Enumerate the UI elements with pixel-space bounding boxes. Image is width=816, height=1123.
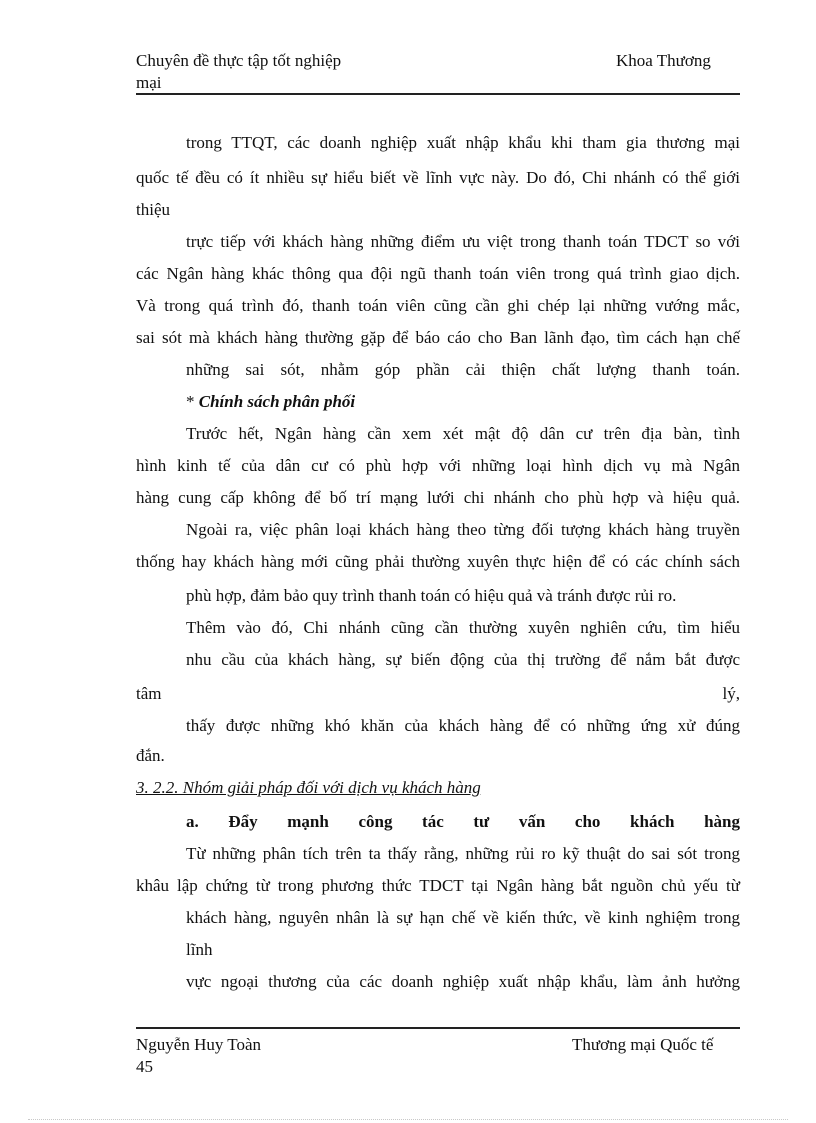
body-word-right: lý, — [722, 684, 740, 703]
body-line: Thêm vào đó, Chi nhánh cũng cần thường xuyên nghiên cứu, tìm hiểu — [186, 618, 740, 637]
policy-title: Chính sách phân phối — [198, 392, 356, 411]
footer-right: Thương mại Quốc tế — [572, 1035, 714, 1054]
body-line: phù hợp, đảm bảo quy trình thanh toán có hiệu quả và tránh được rủi ro. — [186, 586, 677, 605]
bullet-star: * — [186, 392, 195, 411]
body-line: khâu lập chứng từ trong phương thức TDCT tại Ngân hàng bắt nguồn chủ yếu từ — [136, 876, 740, 895]
body-line: hàng cung cấp không để bố trí mạng lưới chi nhánh cho phù hợp và hiệu quả. — [136, 488, 740, 507]
body-line: Và trong quá trình đó, thanh toán viên cũng cần ghi chép lại những vướng mắc, — [136, 296, 740, 315]
header-right: Khoa Thương — [616, 51, 711, 70]
body-line: khách hàng, nguyên nhân là sự hạn chế về kiến thức, về kinh nghiệm trong — [186, 908, 740, 927]
section-heading: 3. 2.2. Nhóm giải pháp đối với dịch vụ khách hàng — [136, 778, 481, 797]
body-line: quốc tế đều có ít nhiều sự hiểu biết về lĩnh vực này. Do đó, Chi nhánh có thể giới — [136, 168, 740, 187]
body-line: hình kinh tế của dân cư có phù hợp với những loại hình dịch vụ mà Ngân — [136, 456, 740, 475]
body-line: Ngoài ra, việc phân loại khách hàng theo từng đối tượng khách hàng truyền — [186, 520, 740, 539]
body-line-split — [136, 684, 740, 704]
body-line: trong TTQT, các doanh nghiệp xuất nhập khẩu khi tham gia thương mại — [186, 133, 740, 152]
body-line: lĩnh — [186, 940, 213, 959]
body-line: Trước hết, Ngân hàng cần xem xét mật độ dân cư trên địa bàn, tình — [186, 424, 740, 443]
body-line: vực ngoại thương của các doanh nghiệp xuất nhập khẩu, làm ảnh hưởng — [186, 972, 740, 991]
header-left-line1: Chuyên đề thực tập tốt nghiệp — [136, 51, 342, 70]
sub-heading: a. Đẩy mạnh công tác tư vấn cho khách hàng — [186, 812, 740, 831]
body-line: những sai sót, nhằm góp phần cải thiện chất lượng thanh toán. — [186, 360, 740, 379]
body-word-left: tâm — [136, 684, 162, 703]
page-number: 45 — [136, 1057, 153, 1076]
header-left-line2: mại — [136, 73, 162, 92]
body-line: Từ những phân tích trên ta thấy rằng, những rủi ro kỹ thuật do sai sót trong — [186, 844, 740, 863]
footer-rule — [136, 1027, 740, 1029]
body-line: thống hay khách hàng mới cũng phải thường xuyên thực hiện để có các chính sách — [136, 552, 740, 571]
body-line: các Ngân hàng khác thông qua đội ngũ thanh toán viên trong quá trình giao dịch. — [136, 264, 740, 283]
footer-author: Nguyễn Huy Toàn — [136, 1035, 262, 1054]
body-line: trực tiếp với khách hàng những điểm ưu việt trong thanh toán TDCT so với — [186, 232, 740, 251]
policy-heading — [186, 392, 740, 412]
body-line: đắn. — [136, 746, 165, 765]
body-line: sai sót mà khách hàng thường gặp để báo cáo cho Ban lãnh đạo, tìm cách hạn chế — [136, 328, 740, 347]
body-line: thiệu — [136, 200, 170, 219]
page-edge-dotted-line — [28, 1119, 788, 1120]
body-line: thấy được những khó khăn của khách hàng để có những ứng xử đúng — [186, 716, 740, 735]
header-rule — [136, 93, 740, 95]
body-line: nhu cầu của khách hàng, sự biến động của thị trường để nắm bắt được — [186, 650, 740, 669]
